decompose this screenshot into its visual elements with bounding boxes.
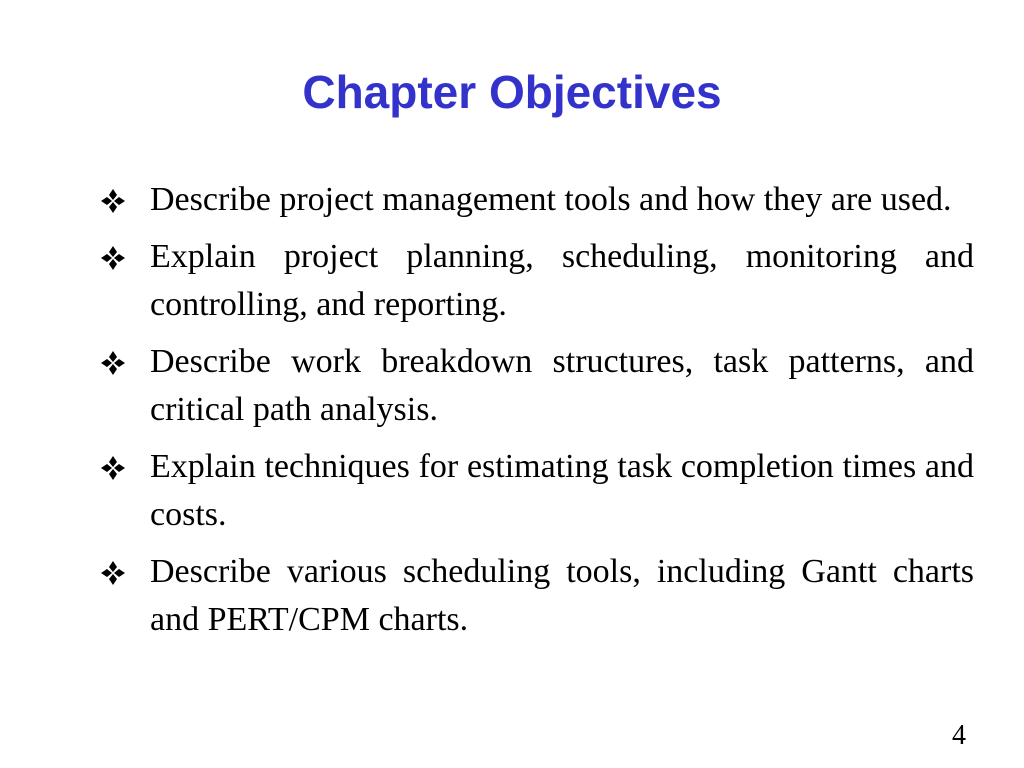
list-item (100, 233, 974, 329)
four-diamond-bullet-icon (100, 188, 126, 214)
four-diamond-bullet-icon (100, 455, 126, 481)
slide-title: Chapter Objectives (302, 66, 722, 118)
list-item-text: Explain techniques for estimating task completion times and costs. (150, 448, 974, 533)
page-number: 4 (952, 720, 966, 751)
list-item (100, 548, 974, 644)
objectives-list (100, 176, 974, 653)
four-diamond-bullet-icon (100, 350, 126, 376)
list-item (100, 443, 974, 539)
four-diamond-bullet-icon (100, 560, 126, 586)
list-item-text: Describe work breakdown structures, task patterns, and critical path analysis. (150, 343, 974, 428)
list-item-text: Explain project planning, scheduling, monitoring and controlling, and reporting. (150, 238, 974, 323)
list-item (100, 176, 974, 224)
list-item-text: Describe various scheduling tools, including Gantt charts and PERT/CPM charts. (150, 553, 974, 638)
list-item-text: Describe project management tools and how they are used. (150, 181, 952, 218)
four-diamond-bullet-icon (100, 245, 126, 271)
list-item (100, 338, 974, 434)
